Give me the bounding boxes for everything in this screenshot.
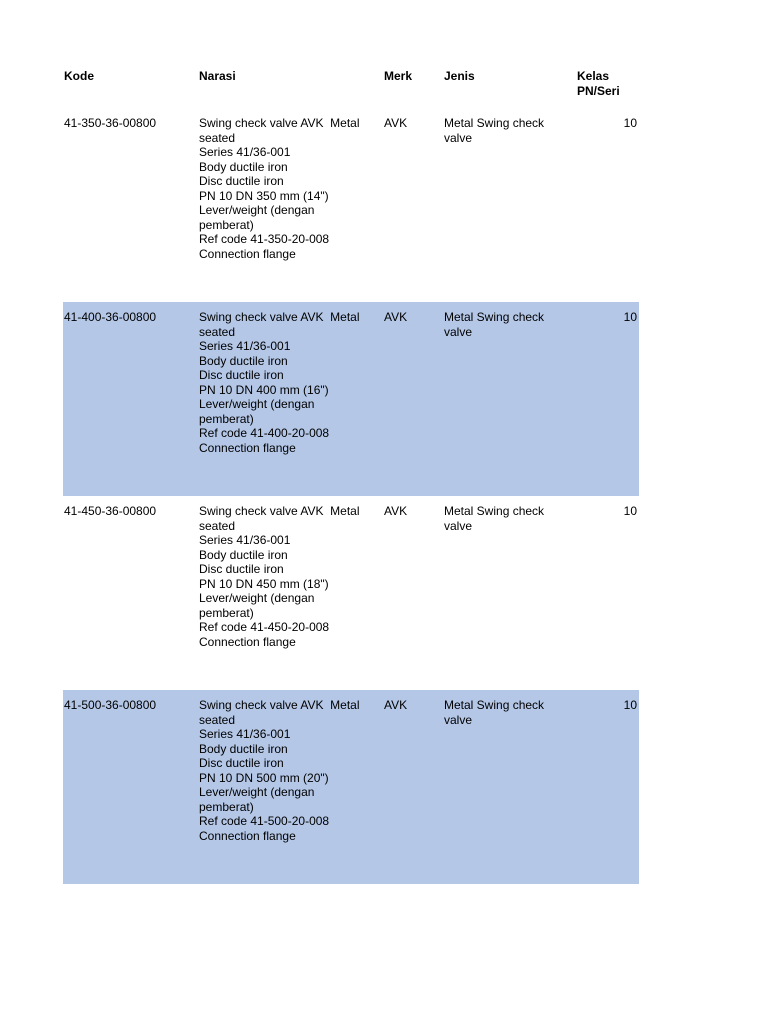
narasi-line: Ref code 41-400-20-008 [199,426,330,440]
narasi-line: Body ductile iron [199,741,288,756]
narasi-line: Swing check valve AVK Metal [199,116,360,130]
cell-jenis [443,504,576,690]
cell-merk: AVK [384,116,408,130]
jenis-line: valve [444,130,473,145]
narasi-line: Disc ductile iron [199,174,284,188]
narasi-line: Swing check valve AVK Metal [199,310,360,324]
narasi-line: pemberat) [199,605,254,620]
narasi-line: PN 10 DN 450 mm (18") [199,576,329,591]
narasi-line: Ref code 41-450-20-008 [199,620,330,634]
narasi-line: Connection flange [199,246,296,261]
narasi-line: PN 10 DN 400 mm (16") [199,382,329,397]
jenis-line: valve [444,324,473,339]
narasi-line: Lever/weight (dengan [199,785,315,799]
cell-kode: 41-500-36-00800 [64,698,157,712]
narasi-line: Swing check valve AVK Metal [199,504,360,518]
cell-kelas: 10 [623,310,637,324]
narasi-line: Disc ductile iron [199,368,284,382]
cell-kode: 41-400-36-00800 [64,310,157,324]
header-narasi: Narasi [199,69,236,83]
narasi-line: Swing check valve AVK Metal [199,698,360,712]
narasi-line: Series 41/36-001 [199,145,291,159]
cell-narasi [198,310,383,496]
narasi-line: Ref code 41-350-20-008 [199,232,330,246]
cell-merk: AVK [384,504,408,518]
narasi-line: pemberat) [199,217,254,232]
narasi-line: Connection flange [199,440,296,455]
jenis-line: Metal Swing check [444,310,545,324]
narasi-line: Body ductile iron [199,159,288,174]
cell-kelas: 10 [623,504,637,518]
narasi-line: seated [199,518,236,533]
narasi-line: Connection flange [199,828,296,843]
header-jenis: Jenis [444,69,475,83]
jenis-line: valve [444,712,473,727]
narasi-line: pemberat) [199,799,254,814]
cell-jenis [443,698,576,884]
cell-jenis [443,116,576,302]
narasi-line: Series 41/36-001 [199,727,291,741]
header-kelas-line1: Kelas [577,69,610,83]
cell-merk: AVK [384,698,408,712]
jenis-line: Metal Swing check [444,504,545,518]
table-header-row [63,68,639,108]
table-body [63,108,639,884]
narasi-line: Ref code 41-500-20-008 [199,814,330,828]
narasi-line: Connection flange [199,634,296,649]
narasi-line: Series 41/36-001 [199,339,291,353]
cell-kelas: 10 [623,698,637,712]
narasi-line: Disc ductile iron [199,562,284,576]
jenis-line: Metal Swing check [444,698,545,712]
narasi-line: PN 10 DN 500 mm (20") [199,770,329,785]
cell-merk: AVK [384,310,408,324]
product-table [63,68,639,884]
cell-narasi [198,504,383,690]
narasi-line: Lever/weight (dengan [199,397,315,411]
cell-kelas: 10 [623,116,637,130]
narasi-line: seated [199,712,236,727]
table-row [63,302,639,496]
cell-narasi [198,116,383,302]
narasi-line: Disc ductile iron [199,756,284,770]
narasi-line: seated [199,324,236,339]
narasi-line: PN 10 DN 350 mm (14") [199,188,329,203]
narasi-line: Lever/weight (dengan [199,591,315,605]
header-kelas [576,68,639,108]
narasi-line: Lever/weight (dengan [199,203,315,217]
table-row [63,690,639,884]
narasi-line: pemberat) [199,411,254,426]
narasi-line: Body ductile iron [199,353,288,368]
narasi-line: Series 41/36-001 [199,533,291,547]
table-row [63,108,639,302]
cell-jenis [443,310,576,496]
header-kelas-line2: PN/Seri [577,83,620,98]
jenis-line: Metal Swing check [444,116,545,130]
cell-kode: 41-450-36-00800 [64,504,157,518]
header-merk: Merk [384,69,413,83]
narasi-line: Body ductile iron [199,547,288,562]
cell-kode: 41-350-36-00800 [64,116,157,130]
jenis-line: valve [444,518,473,533]
table-row [63,496,639,690]
header-kode: Kode [64,69,94,83]
cell-narasi [198,698,383,884]
narasi-line: seated [199,130,236,145]
